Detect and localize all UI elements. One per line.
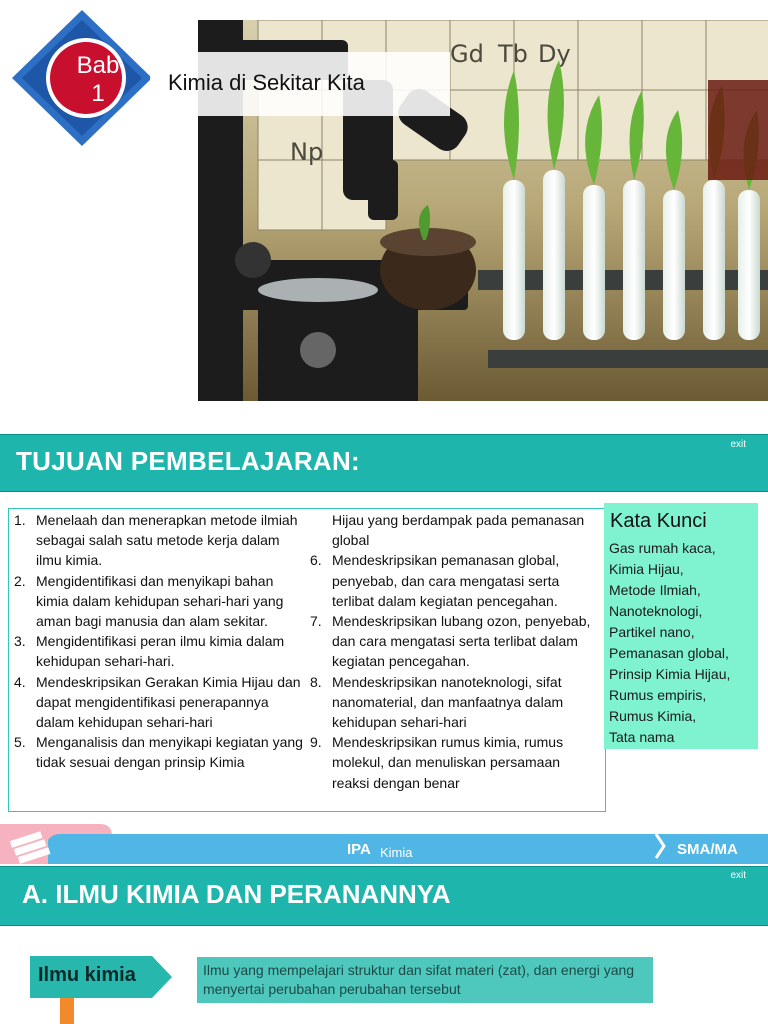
keyword-item: Partikel nano, (609, 624, 695, 640)
keyword-item: Gas rumah kaca, (609, 540, 716, 556)
goals-list-left (14, 510, 304, 773)
goal-text: Menelaah dan menerapkan metode ilmiah sebagai salah satu metode kerja dalam ilmu kimia. (36, 512, 298, 569)
keyword-item: Rumus Kimia, (609, 708, 697, 724)
goal-text: Mengidentifikasi peran ilmu kimia dalam kehidupan sehari-hari. (36, 633, 285, 670)
element-tile: Gd (450, 40, 484, 68)
exit-link[interactable]: exit (730, 870, 746, 881)
keyword-item: Kimia Hijau, (609, 561, 684, 577)
keywords-list (609, 538, 730, 748)
goal-item (14, 672, 304, 733)
goal-number: 8. (310, 673, 322, 690)
goals-heading: TUJUAN PEMBELAJARAN: (16, 446, 361, 476)
goal-text: Mendeskripsikan lubang ozon, penyebab, dan cara mengatasi serta terlibat dalam kegiatan pencegahan. (332, 613, 591, 670)
footer-level: SMA/MA (677, 841, 738, 858)
goal-item (310, 732, 600, 793)
goal-text: Mengidentifikasi dan menyikapi bahan kimia dalam kehidupan sehari-hari yang aman bagi manusia dan alam sekitar. (36, 572, 284, 630)
goals-list-right (310, 510, 600, 793)
chapter-bab-label: Bab (76, 52, 120, 79)
keywords-title: Kata Kunci (610, 510, 707, 532)
goal-item (14, 510, 304, 571)
keyword-item: Nanoteknologi, (609, 603, 703, 619)
keyword-item: Metode Ilmiah, (609, 582, 701, 598)
section-heading: A. ILMU KIMIA DAN PERANANNYA (22, 879, 451, 909)
goal-text: Menganalisis dan menyikapi kegiatan yang tidak sesuai dengan prinsip Kimia (36, 734, 303, 771)
goal-number: 7. (310, 613, 322, 630)
goal-continuation: Hijau yang berdampak pada pemanasan global (332, 512, 585, 549)
chapter-bab-number: 1 (91, 80, 105, 107)
goal-number: 3. (14, 633, 26, 650)
keyword-item: Prinsip Kimia Hijau, (609, 666, 731, 682)
goal-number: 2. (14, 572, 26, 589)
term-label: Ilmu kimia (38, 964, 136, 986)
goal-item (310, 672, 600, 733)
goal-text: Mendeskripsikan rumus kimia, rumus molekul, dan menuliskan persamaan reaksi dengan benar (332, 734, 564, 791)
keyword-item: Pemanasan global, (609, 645, 729, 661)
goal-number: 6. (310, 552, 322, 569)
goal-number: 4. (14, 673, 26, 690)
goal-text: Mendeskripsikan pemanasan global, penyebab, dan cara mengatasi serta terlibat dalam kegiatan pencegahan. (332, 552, 560, 609)
term-definition: Ilmu yang mempelajari struktur dan sifat materi (zat), dan energi yang menyertai perubahan perubahan tersebut (203, 962, 635, 997)
footer-subject: IPA (347, 841, 371, 858)
keyword-item: Tata nama (609, 729, 675, 745)
chapter-title: Kimia di Sekitar Kita (168, 70, 365, 95)
goal-number: 9. (310, 734, 322, 751)
goal-number: 1. (14, 512, 26, 528)
goal-item (14, 571, 304, 632)
goal-item (310, 550, 600, 611)
element-tile: Dy (538, 40, 571, 68)
goal-number: 5. (14, 734, 26, 751)
exit-link[interactable]: exit (730, 439, 746, 450)
goal-text: Mendeskripsikan Gerakan Kimia Hijau dan dapat mengidentifikasi penerapannya dalam kehidupan sehari-hari (36, 673, 301, 731)
goal-text: Mendeskripsikan nanoteknologi, sifat nanomaterial, dan manfaatnya dalam kehidupan sehari-hari (332, 673, 564, 731)
keyword-item: Rumus empiris, (609, 687, 707, 703)
goal-item (310, 611, 600, 672)
footer-subject-sub: Kimia (380, 845, 413, 860)
term-stem (60, 998, 74, 1024)
element-tile: Np (290, 138, 324, 166)
goal-item (14, 732, 304, 772)
element-tile: Tb (498, 40, 528, 68)
goal-item (14, 631, 304, 671)
chapter-number (62, 52, 134, 108)
